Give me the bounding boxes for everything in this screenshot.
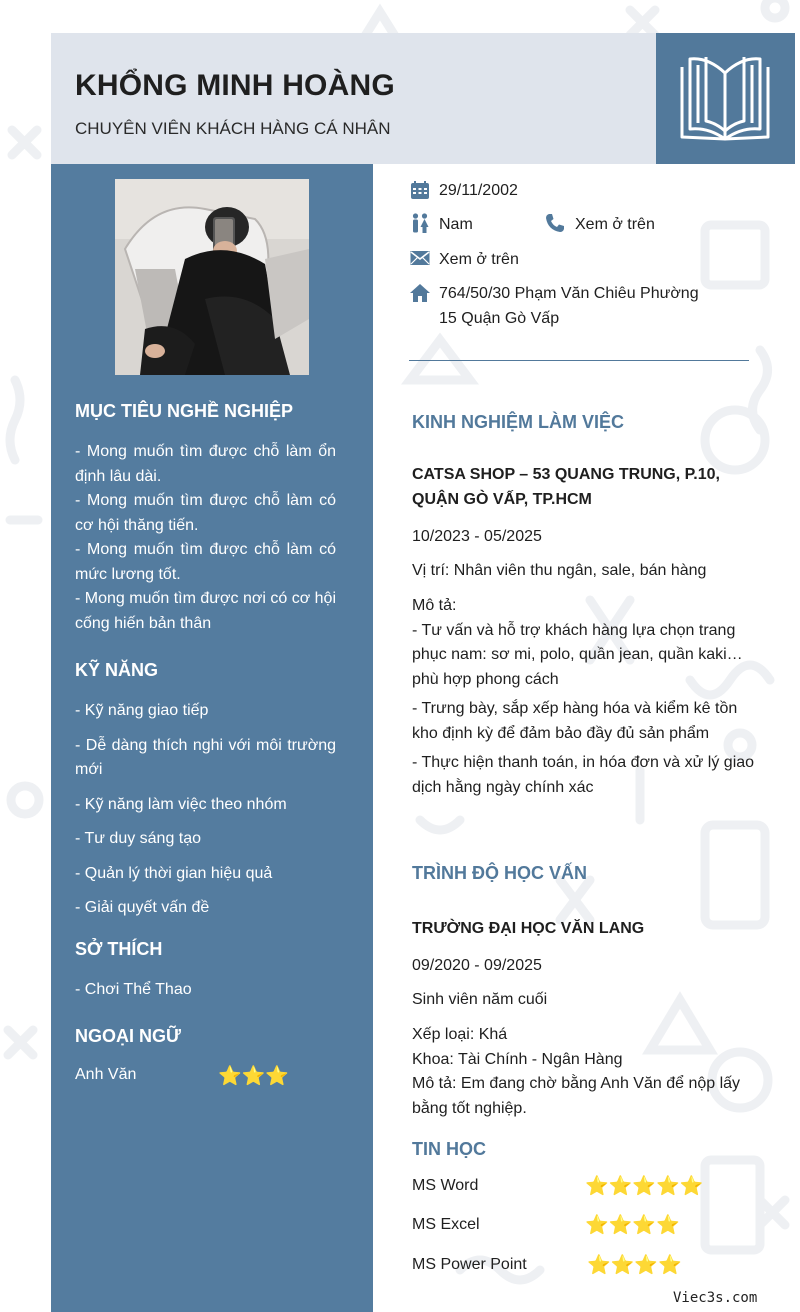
description-item: - Thực hiện thanh toán, in hóa đơn và xử lý giao dịch hằng ngày chính xác [412, 754, 755, 796]
skills-list [75, 699, 336, 921]
computer-skill-name: MS Power Point [412, 1256, 527, 1273]
home-icon [410, 283, 430, 303]
education-school: TRƯỜNG ĐẠI HỌC VĂN LANG [412, 920, 645, 937]
skill-item: - Kỹ năng làm việc theo nhóm [75, 795, 287, 813]
skill-item: - Tư duy sáng tạo [75, 830, 202, 847]
birthday-value: 29/11/2002 [439, 182, 518, 199]
education-rank: Xếp loại: Khá [412, 1026, 508, 1043]
description-item: - Tư vấn và hỗ trợ khách hàng lựa chọn trang phục nam: sơ mi, polo, quần jean, quần kaki… phù hợp phong cách [412, 621, 743, 688]
profile-photo [115, 179, 309, 375]
language-row [75, 1066, 336, 1087]
description-label: Mô tả: [412, 597, 457, 614]
education-faculty: Khoa: Tài Chính - Ngân Hàng [412, 1050, 623, 1068]
hobbies-heading: SỞ THÍCH [75, 939, 163, 959]
experience-period: 10/2023 - 05/2025 [412, 528, 542, 545]
hobby-item: - Chơi Thể Thao [75, 981, 192, 998]
header-banner [51, 33, 656, 164]
skill-item: - Dễ dàng thích nghi với môi trường mới [75, 736, 336, 778]
experience-company: CATSA SHOP – 53 QUANG TRUNG, P.10, QUẬN GÒ VẤP, TP.HCM [412, 466, 720, 508]
education-note: Mô tả: Em đang chờ bằng Anh Văn để nộp lấy bằng tốt nghiệp. [412, 1075, 741, 1117]
email-icon [410, 248, 430, 268]
objective-list [75, 440, 336, 636]
computer-skill-stars: ⭐⭐⭐⭐ [587, 1255, 682, 1276]
left-sidebar [51, 164, 373, 1312]
phone-value: Xem ở trên [575, 216, 655, 233]
objective-item: - Mong muốn tìm được chỗ làm ổn định lâu dài. [75, 443, 336, 485]
education-period: 09/2020 - 09/2025 [412, 957, 542, 974]
education-heading: TRÌNH ĐỘ HỌC VẤN [412, 863, 587, 883]
gender-value: Nam [439, 216, 473, 233]
candidate-name: KHỔNG MINH HOÀNG [75, 69, 395, 102]
language-stars: ⭐⭐⭐ [218, 1066, 289, 1087]
skill-item: - Kỹ năng giao tiếp [75, 702, 209, 719]
address-value [439, 281, 699, 331]
objective-item: - Mong muốn tìm được chỗ làm có cơ hội thăng tiến. [75, 492, 336, 534]
computer-skills-heading: TIN HỌC [412, 1139, 486, 1159]
objective-item: - Mong muốn tìm được chỗ làm có mức lương tốt. [75, 541, 336, 583]
job-title: CHUYÊN VIÊN KHÁCH HÀNG CÁ NHÂN [75, 119, 391, 138]
education-details [412, 1023, 757, 1121]
computer-skill-stars: ⭐⭐⭐⭐⭐ [585, 1176, 704, 1197]
education-status: Sinh viên năm cuối [412, 991, 548, 1008]
skill-item: - Quản lý thời gian hiệu quả [75, 864, 273, 882]
computer-skill-name: MS Excel [412, 1216, 480, 1233]
computer-skill-stars: ⭐⭐⭐⭐ [585, 1215, 680, 1236]
address-line: 764/50/30 Phạm Văn Chiêu Phường [439, 285, 699, 302]
skill-item: - Giải quyết vấn đề [75, 899, 210, 916]
skills-heading: KỸ NĂNG [75, 660, 159, 680]
language-name: Anh Văn [75, 1066, 137, 1083]
book-logo-box [656, 33, 795, 164]
open-book-icon [678, 51, 773, 143]
gender-icon [410, 213, 430, 233]
email-value: Xem ở trên [439, 251, 519, 268]
description-item: - Trưng bày, sắp xếp hàng hóa và kiểm kê tồn kho định kỳ để đảm bảo đầy đủ sản phẩm [412, 700, 738, 742]
objective-item: - Mong muốn tìm được nơi có cơ hội cống hiến bản thân [75, 590, 336, 632]
phone-icon [545, 213, 565, 233]
calendar-icon [410, 180, 430, 200]
objective-heading: MỤC TIÊU NGHỀ NGHIỆP [75, 401, 294, 421]
watermark: Viec3s.com [673, 1290, 758, 1306]
languages-heading: NGOẠI NGỮ [75, 1026, 181, 1046]
experience-description [412, 594, 757, 800]
experience-heading: KINH NGHIỆM LÀM VIỆC [412, 412, 625, 432]
computer-skill-name: MS Word [412, 1177, 479, 1194]
address-line: 15 Quận Gò Vấp [439, 310, 560, 327]
contact-divider [409, 360, 749, 361]
experience-position: Vị trí: Nhân viên thu ngân, sale, bán hàng [412, 562, 707, 579]
